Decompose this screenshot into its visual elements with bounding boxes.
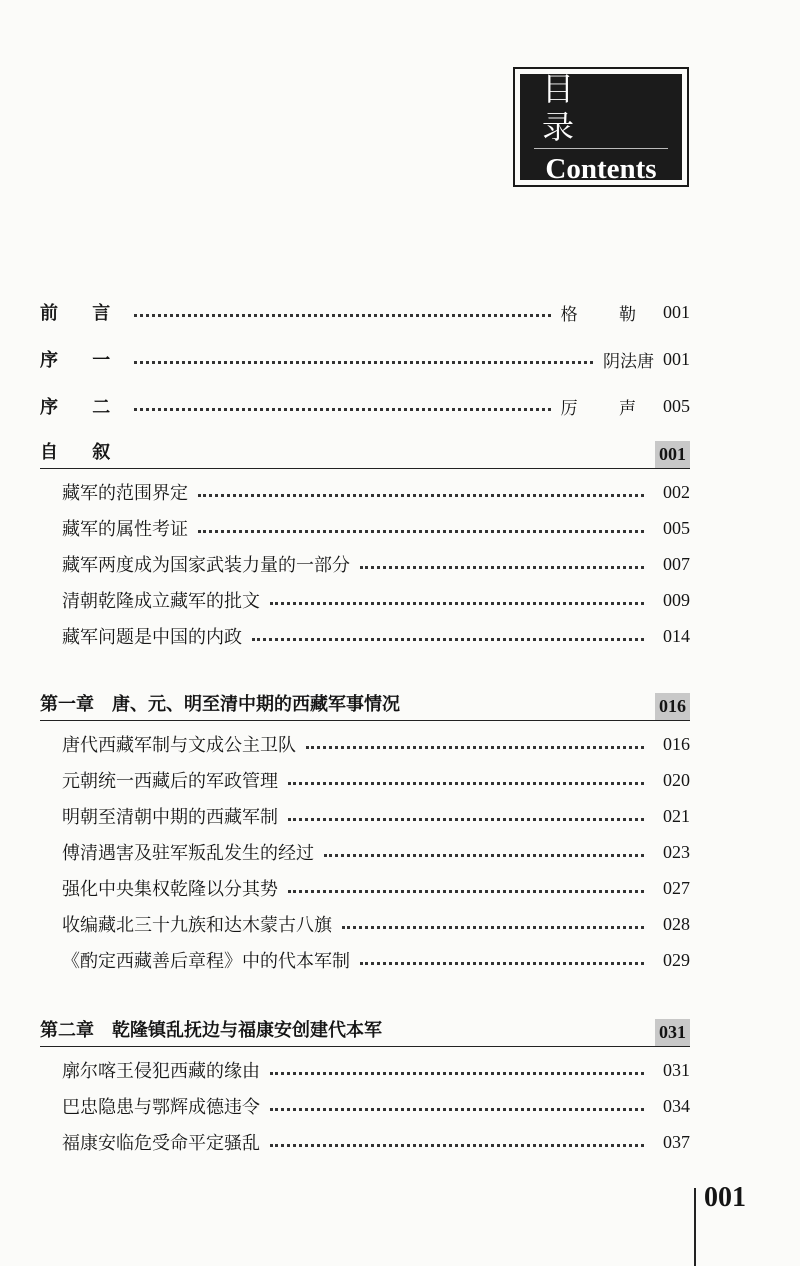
toc-entry-page: 016 xyxy=(663,733,690,754)
leader-dots xyxy=(198,494,644,497)
toc-row-page: 005 xyxy=(663,395,690,416)
leader-dots xyxy=(134,408,550,411)
toc-entry-label: 巴忠隐患与鄂辉成德违令 xyxy=(62,1097,260,1118)
toc-entry-page: 005 xyxy=(663,517,690,538)
toc-entry[interactable] xyxy=(62,1052,690,1088)
toc-entry[interactable] xyxy=(62,582,690,618)
leader-dots xyxy=(198,530,644,533)
leader-dots xyxy=(134,361,593,364)
section-page-badge: 031 xyxy=(655,1019,690,1046)
toc-entry-label: 强化中央集权乾隆以分其势 xyxy=(62,879,278,900)
toc-row-label: 序 一 xyxy=(40,350,125,371)
toc-entry-label: 收编藏北三十九族和达木蒙古八旗 xyxy=(62,915,332,936)
toc-entry-page: 014 xyxy=(663,625,690,646)
leader-dots xyxy=(270,1108,644,1111)
toc-row-page: 001 xyxy=(663,348,690,369)
leader-dots xyxy=(306,746,644,749)
toc-entry-label: 《酌定西藏善后章程》中的代本军制 xyxy=(62,951,350,972)
toc-entry-label: 藏军的范围界定 xyxy=(62,483,188,504)
toc-entry-page: 023 xyxy=(663,841,690,862)
leader-dots xyxy=(134,314,550,317)
toc-entry-label: 清朝乾隆成立藏军的批文 xyxy=(62,591,260,612)
leader-dots xyxy=(288,818,644,821)
toc-entry[interactable] xyxy=(62,1124,690,1160)
toc-entry-label: 唐代西藏军制与文成公主卫队 xyxy=(62,735,296,756)
leader-dots xyxy=(252,638,644,641)
toc-row-page: 001 xyxy=(663,301,690,322)
toc-entry[interactable] xyxy=(62,906,690,942)
toc-entry-page: 037 xyxy=(663,1131,690,1152)
toc-entry[interactable] xyxy=(62,510,690,546)
section-header-chapter-1[interactable] xyxy=(40,690,690,721)
toc-entry-page: 009 xyxy=(663,589,690,610)
toc-row-author: 阴法唐 xyxy=(603,351,654,372)
toc-entry[interactable] xyxy=(62,798,690,834)
toc-row-author: 厉 声 xyxy=(560,398,654,419)
toc-entry-page: 021 xyxy=(663,805,690,826)
toc-entry-label: 藏军的属性考证 xyxy=(62,519,188,540)
section-entries xyxy=(62,1052,690,1160)
leader-dots xyxy=(342,926,644,929)
toc-entry[interactable] xyxy=(62,726,690,762)
section-page-badge: 001 xyxy=(655,441,690,468)
toc-entry-page: 034 xyxy=(663,1095,690,1116)
page-number-rule xyxy=(694,1188,696,1266)
toc-entry[interactable] xyxy=(62,834,690,870)
toc-entry-label: 藏军问题是中国的内政 xyxy=(62,627,242,648)
toc-row-preface[interactable] xyxy=(40,298,690,326)
title-english: Contents xyxy=(545,152,657,185)
toc-entry-label: 廓尔喀王侵犯西藏的缘由 xyxy=(62,1061,260,1082)
section-title: 自 叙 xyxy=(40,442,125,463)
toc-entry-page: 031 xyxy=(663,1059,690,1080)
toc-entry-label: 傅清遇害及驻军叛乱发生的经过 xyxy=(62,843,314,864)
leader-dots xyxy=(324,854,644,857)
toc-entry[interactable] xyxy=(62,618,690,654)
contents-title-box xyxy=(513,67,689,187)
leader-dots xyxy=(270,1144,644,1147)
toc-row-label: 前 言 xyxy=(40,303,125,324)
toc-entry[interactable] xyxy=(62,942,690,978)
leader-dots xyxy=(288,782,644,785)
toc-entry-page: 007 xyxy=(663,553,690,574)
title-divider xyxy=(534,148,668,149)
toc-entry-page: 028 xyxy=(663,913,690,934)
toc-row-label: 序 二 xyxy=(40,397,125,418)
section-title: 第二章 乾隆镇乱抚边与福康安创建代本军 xyxy=(40,1020,382,1041)
toc-entry-label: 元朝统一西藏后的军政管理 xyxy=(62,771,278,792)
toc-entry-label: 藏军两度成为国家武装力量的一部分 xyxy=(62,555,350,576)
page-number: 001 xyxy=(704,1182,746,1213)
leader-dots xyxy=(270,1072,644,1075)
leader-dots xyxy=(360,962,644,965)
toc-entry-page: 027 xyxy=(663,877,690,898)
leader-dots xyxy=(270,602,644,605)
toc-entry-page: 029 xyxy=(663,949,690,970)
section-header-chapter-2[interactable] xyxy=(40,1016,690,1047)
section-header-self-narrative[interactable] xyxy=(40,438,690,469)
section-entries xyxy=(62,474,690,654)
toc-entry[interactable] xyxy=(62,474,690,510)
toc-entry[interactable] xyxy=(62,546,690,582)
toc-row-foreword-2[interactable] xyxy=(40,392,690,420)
toc-entry-page: 002 xyxy=(663,481,690,502)
section-page-badge: 016 xyxy=(655,693,690,720)
toc-entry[interactable] xyxy=(62,870,690,906)
leader-dots xyxy=(360,566,644,569)
section-title: 第一章 唐、元、明至清中期的西藏军事情况 xyxy=(40,694,400,715)
toc-entry-page: 020 xyxy=(663,769,690,790)
toc-row-author: 格 勒 xyxy=(560,304,654,325)
title-chinese: 目 录 xyxy=(542,69,597,146)
toc-row-foreword-1[interactable] xyxy=(40,345,690,373)
contents-title-inner xyxy=(520,69,682,185)
section-entries xyxy=(62,726,690,978)
leader-dots xyxy=(288,890,644,893)
toc-entry-label: 明朝至清朝中期的西藏军制 xyxy=(62,807,278,828)
toc-entry[interactable] xyxy=(62,1088,690,1124)
toc-entry-label: 福康安临危受命平定骚乱 xyxy=(62,1133,260,1154)
toc-entry[interactable] xyxy=(62,762,690,798)
